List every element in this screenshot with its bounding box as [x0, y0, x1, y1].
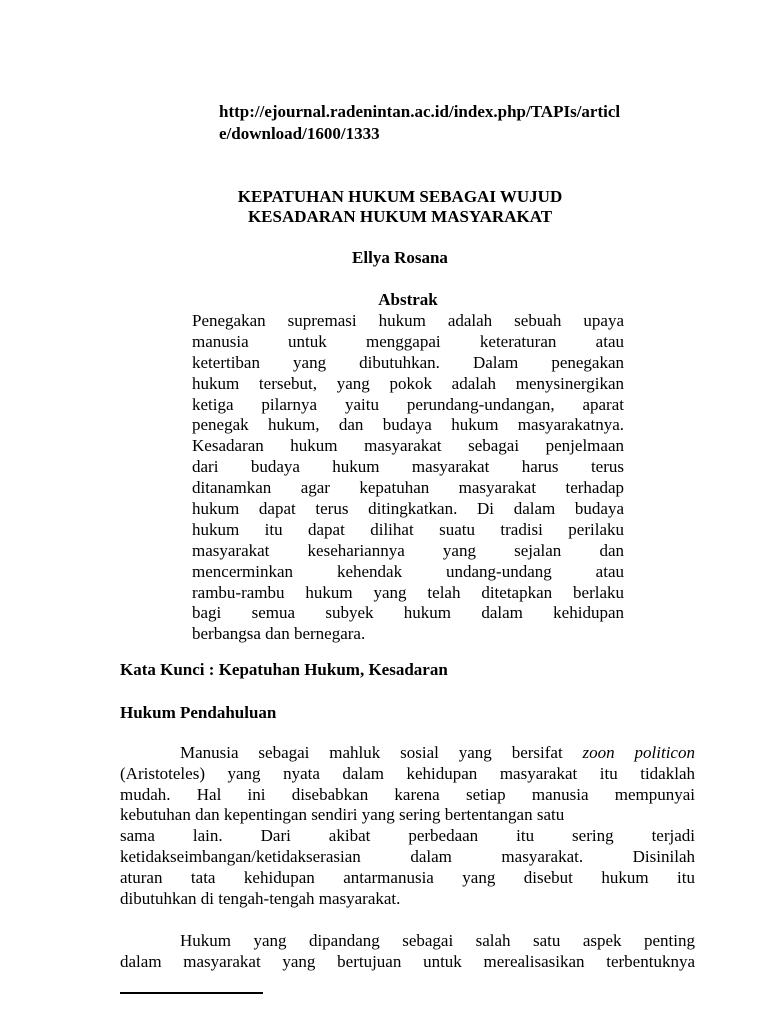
abstract-line: mencerminkan kehendak undang-undang atau — [192, 561, 624, 581]
paragraph-line: Hukum yang dipandang sebagai salah satu aspek penting — [180, 931, 695, 950]
article-title-line-1: KEPATUHAN HUKUM SEBAGAI WUJUD — [237, 187, 563, 206]
italic-term: zoon politicon — [582, 743, 695, 762]
source-url-line-1: http://ejournal.radenintan.ac.id/index.php/TAPIs/articl — [219, 102, 621, 121]
footnote-divider — [120, 992, 263, 994]
abstract-line: hukum itu dapat dilihat suatu tradisi perilaku — [192, 519, 624, 539]
abstract-line: berbangsa dan bernegara. — [192, 624, 366, 644]
paragraph-line: (Aristoteles) yang nyata dalam kehidupan masyarakat itu tidaklah — [120, 763, 695, 783]
abstract-line: Kesadaran hukum masyarakat sebagai penjelmaan — [192, 436, 624, 456]
abstract-line: hukum dapat terus ditingkatkan. Di dalam budaya — [192, 499, 624, 519]
abstract-body — [192, 311, 624, 645]
keywords: Kata Kunci : Kepatuhan Hukum, Kesadaran — [120, 660, 448, 679]
paragraph-line — [120, 743, 695, 764]
abstract-line: penegak hukum, dan budaya hukum masyarakatnya. — [192, 415, 624, 435]
abstract-heading: Abstrak — [378, 290, 438, 309]
paragraph-line: dibutuhkan di tengah-tengah masyarakat. — [120, 888, 401, 908]
paragraph-line: kebutuhan dan kepentingan sendiri yang sering bertentangan satu — [120, 805, 565, 825]
abstract-line: bagi semua subyek hukum dalam kehidupan — [192, 603, 624, 623]
paragraph-line: mudah. Hal ini disebabkan karena setiap manusia mempunyai — [120, 784, 695, 804]
paragraph-1-line-1-text: Manusia sebagai mahluk sosial yang bersifat — [180, 743, 583, 762]
paragraph-line: sama lain. Dari akibat perbedaan itu sering terjadi — [120, 826, 695, 846]
paragraph-line: ketidakseimbangan/ketidakserasian dalam masyarakat. Disinilah — [120, 846, 695, 866]
article-title-line-2: KESADARAN HUKUM MASYARAKAT — [247, 207, 553, 226]
source-url[interactable] — [219, 101, 699, 145]
article-title — [150, 187, 650, 227]
abstract-line: dari budaya hukum masyarakat harus terus — [192, 457, 624, 477]
abstract-line: ditanamkan agar kepatuhan masyarakat terhadap — [192, 478, 624, 498]
abstract-line: manusia untuk menggapai keteraturan atau — [192, 331, 624, 351]
abstract-line: Penegakan supremasi hukum adalah sebuah upaya — [192, 311, 624, 330]
author-name: Ellya Rosana — [352, 248, 448, 267]
paragraph-line: aturan tata kehidupan antarmanusia yang disebut hukum itu — [120, 867, 695, 887]
paragraph-1 — [120, 743, 695, 909]
abstract-line: ketiga pilarnya yaitu perundang-undangan, aparat — [192, 394, 624, 414]
paragraph-2 — [120, 931, 695, 973]
abstract-line: rambu-rambu hukum yang telah ditetapkan berlaku — [192, 582, 624, 602]
abstract-line: ketertiban yang dibutuhkan. Dalam penegakan — [192, 352, 624, 372]
abstract-line: hukum tersebut, yang pokok adalah menysinergikan — [192, 373, 624, 393]
section-heading: Hukum Pendahuluan — [120, 703, 277, 722]
paragraph-line: dalam masyarakat yang bertujuan untuk merealisasikan terbentuknya — [120, 951, 695, 971]
source-url-line-2: e/download/1600/1333 — [219, 124, 380, 143]
abstract-line: masyarakat kesehariannya yang sejalan dan — [192, 540, 624, 560]
